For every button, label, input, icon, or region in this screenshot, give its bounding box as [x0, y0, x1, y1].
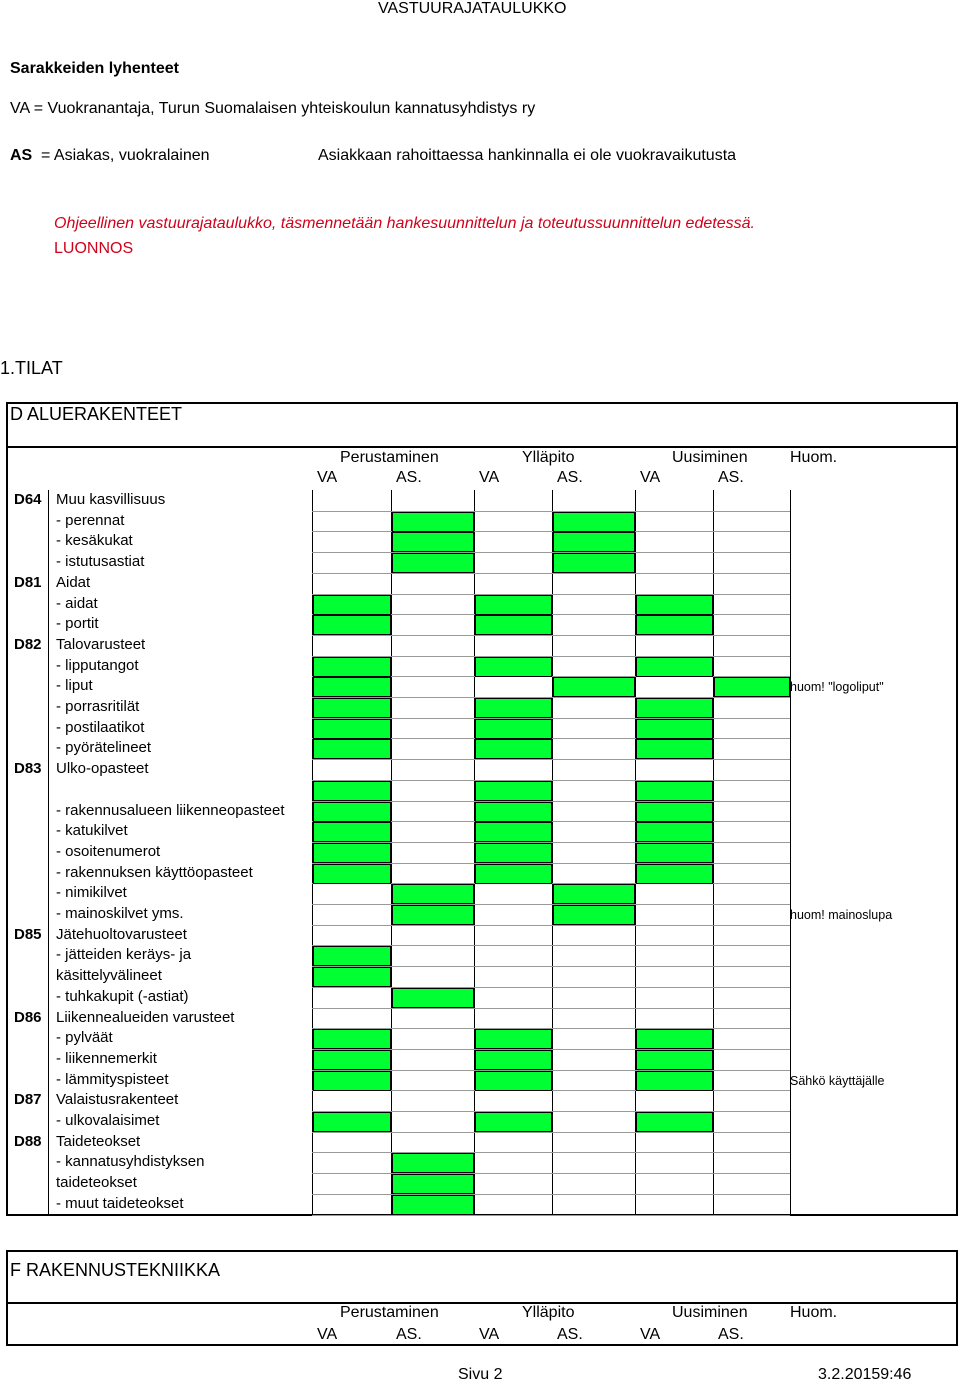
green-cell: [392, 905, 474, 925]
green-cell: [313, 698, 391, 718]
abbrev-heading: Sarakkeiden lyhenteet: [10, 60, 179, 77]
table_f-sub-col: VA: [479, 1326, 500, 1343]
row-label: - ulkovalaisimet: [56, 1112, 160, 1129]
table_d-sub-col: VA: [317, 469, 338, 486]
row-note: huom! "logoliput": [790, 680, 884, 694]
green-cell: [475, 615, 552, 635]
row-label: Jätehuoltovarusteet: [56, 926, 187, 943]
green-cell: [313, 864, 391, 884]
green-cell: [392, 1195, 474, 1215]
green-cell: [313, 822, 391, 842]
row-label: - postilaatikot: [56, 719, 145, 736]
row-code: D83: [14, 760, 42, 777]
row-label: - pyörätelineet: [56, 739, 152, 756]
green-cell: [636, 739, 713, 759]
green-cell: [636, 595, 713, 615]
green-cell: [475, 1050, 552, 1070]
green-cell: [636, 864, 713, 884]
green-cell: [475, 1071, 552, 1091]
row-label: - nimikilvet: [56, 884, 127, 901]
row-label: - liikennemerkit: [56, 1050, 157, 1067]
table-d-col-line: [790, 490, 791, 1215]
row-code: D87: [14, 1091, 42, 1108]
row-code: D88: [14, 1133, 42, 1150]
table_f-col-group: Ylläpito: [522, 1304, 575, 1321]
green-cell: [636, 1050, 713, 1070]
row-label: - kesäkukat: [56, 532, 133, 549]
green-cell: [553, 677, 635, 697]
table_f-sub-col: VA: [317, 1326, 338, 1343]
green-cell: [553, 532, 635, 552]
section-title: 1.TILAT: [0, 358, 63, 378]
green-cell: [392, 512, 474, 532]
green-cell: [392, 532, 474, 552]
footer-page: Sivu 2: [458, 1366, 503, 1383]
green-cell: [475, 864, 552, 884]
table_d-col-group: Perustaminen: [340, 449, 439, 466]
green-cell: [475, 1112, 552, 1132]
abbrev-as-text: = Asiakas, vuokralainen: [41, 147, 210, 164]
table_d-sub-col: VA: [479, 469, 500, 486]
row-label: Muu kasvillisuus: [56, 491, 166, 508]
abbrev-va: VA = Vuokranantaja, Turun Suomalaisen yhteiskoulun kannatusyhdistys ry: [10, 100, 536, 117]
table_f-sub-col: VA: [640, 1326, 661, 1343]
table-f-title: F RAKENNUSTEKNIIKKA: [10, 1260, 221, 1280]
table-d-row-line: [312, 552, 790, 553]
green-cell: [475, 843, 552, 863]
table-d-row-line: [312, 511, 790, 512]
table_d-sub-col: AS.: [396, 469, 422, 486]
green-cell: [475, 781, 552, 801]
green-cell: [475, 595, 552, 615]
green-cell: [636, 698, 713, 718]
green-cell: [636, 843, 713, 863]
table-d-col-line: [391, 490, 392, 1215]
green-cell: [636, 1029, 713, 1049]
table-d-row-line: [312, 1215, 790, 1216]
green-cell: [636, 1071, 713, 1091]
row-label: käsittelyvälineet: [56, 967, 162, 984]
green-cell: [553, 553, 635, 573]
green-cell: [313, 802, 391, 822]
footer-timestamp: 3.2.20159:46: [818, 1366, 912, 1383]
row-label: - portit: [56, 615, 99, 632]
green-cell: [313, 719, 391, 739]
row-label: taideteokset: [56, 1174, 137, 1191]
table_d-sub-col: AS.: [557, 469, 583, 486]
green-cell: [636, 781, 713, 801]
abbrev-as-note: Asiakkaan rahoittaessa hankinnalla ei ole vuokravaikutusta: [318, 147, 737, 164]
green-cell: [714, 677, 790, 697]
table_f-sub-col: AS.: [557, 1326, 583, 1343]
row-label: - jätteiden keräys- ja: [56, 946, 192, 963]
row-label: Taideteokset: [56, 1133, 141, 1150]
row-label: - tuhkakupit (-astiat): [56, 988, 189, 1005]
green-cell: [475, 822, 552, 842]
green-cell: [636, 615, 713, 635]
table-d-title: D ALUERAKENTEET: [10, 404, 183, 424]
row-label: - katukilvet: [56, 822, 128, 839]
green-cell: [636, 719, 713, 739]
green-cell: [313, 781, 391, 801]
green-cell: [313, 739, 391, 759]
table_d-sub-col: VA: [640, 469, 661, 486]
table-d-row-line: [312, 1173, 790, 1174]
table_d-col-group: Huom.: [790, 449, 838, 466]
green-cell: [636, 1112, 713, 1132]
row-code: D86: [14, 1009, 42, 1026]
table_f-sub-col: AS.: [718, 1326, 744, 1343]
table_f-col-group: Perustaminen: [340, 1304, 439, 1321]
green-cell: [553, 884, 635, 904]
row-label: Valaistusrakenteet: [56, 1091, 179, 1108]
notice-line1: Ohjeellinen vastuurajataulukko, täsmennetään hankesuunnittelun ja toteutussuunnittelun edetessä.: [54, 215, 755, 232]
row-label: - porrasritilät: [56, 698, 140, 715]
row-label: - lipputangot: [56, 657, 139, 674]
table-d-row-line: [312, 1194, 790, 1195]
table-d-code-divider: [48, 490, 49, 1215]
green-cell: [313, 615, 391, 635]
table-d-row-line: [312, 904, 790, 905]
table-d-row-line: [312, 573, 790, 574]
row-label: - rakennusalueen liikenneopasteet: [56, 802, 285, 819]
green-cell: [392, 553, 474, 573]
row-label: - perennat: [56, 512, 125, 529]
green-cell: [392, 1174, 474, 1194]
table-d-row-line: [312, 531, 790, 532]
row-label: Liikennealueiden varusteet: [56, 1009, 235, 1026]
row-label: - kannatusyhdistyksen: [56, 1153, 205, 1170]
green-cell: [636, 802, 713, 822]
green-cell: [475, 657, 552, 677]
table_d-col-group: Uusiminen: [672, 449, 748, 466]
row-label: - lämmityspisteet: [56, 1071, 169, 1088]
row-code: D85: [14, 926, 42, 943]
row-label: - rakennuksen käyttöopasteet: [56, 864, 253, 881]
row-label: - osoitenumerot: [56, 843, 161, 860]
table-d-row-line: [312, 1132, 790, 1133]
notice-line2: LUONNOS: [54, 240, 134, 257]
page-title: VASTUURAJATAULUKKO: [378, 0, 567, 17]
green-cell: [313, 1029, 391, 1049]
row-note: huom! mainoslupa: [790, 908, 893, 922]
table-d-row-line: [312, 1152, 790, 1153]
green-cell: [392, 884, 474, 904]
green-cell: [313, 595, 391, 615]
green-cell: [313, 1050, 391, 1070]
green-cell: [313, 677, 391, 697]
green-cell: [313, 967, 391, 987]
table_f-col-group: Huom.: [790, 1304, 838, 1321]
row-label: - liput: [56, 677, 93, 694]
green-cell: [392, 988, 474, 1008]
row-code: D81: [14, 574, 42, 591]
green-cell: [475, 802, 552, 822]
green-cell: [553, 512, 635, 532]
green-cell: [636, 822, 713, 842]
row-label: - mainoskilvet yms.: [56, 905, 184, 922]
table_f-col-group: Uusiminen: [672, 1304, 748, 1321]
row-code: D82: [14, 636, 42, 653]
table_d-col-group: Ylläpito: [522, 449, 575, 466]
table-d-col-line: [713, 490, 714, 1215]
green-cell: [636, 657, 713, 677]
table-d-row-line: [312, 1008, 790, 1009]
green-cell: [475, 698, 552, 718]
green-cell: [313, 946, 391, 966]
table-d-col-line: [552, 490, 553, 1215]
table-d-row-line: [312, 987, 790, 988]
green-cell: [313, 1112, 391, 1132]
table_d-sub-col: AS.: [718, 469, 744, 486]
green-cell: [313, 1071, 391, 1091]
row-code: D64: [14, 491, 42, 508]
table-d-row-line: [312, 759, 790, 760]
green-cell: [475, 739, 552, 759]
green-cell: [553, 905, 635, 925]
green-cell: [475, 719, 552, 739]
green-cell: [392, 1153, 474, 1173]
row-label: - istutusastiat: [56, 553, 145, 570]
row-label: - aidat: [56, 595, 98, 612]
row-note: Sähkö käyttäjälle: [790, 1074, 885, 1088]
row-label: - muut taideteokset: [56, 1195, 184, 1212]
row-label: Ulko-opasteet: [56, 760, 149, 777]
row-label: Talovarusteet: [56, 636, 146, 653]
abbrev-as-code: AS: [10, 147, 33, 164]
green-cell: [313, 843, 391, 863]
green-cell: [475, 1029, 552, 1049]
row-label: - pylväät: [56, 1029, 113, 1046]
green-cell: [313, 657, 391, 677]
table-d-row-line: [312, 925, 790, 926]
table_f-sub-col: AS.: [396, 1326, 422, 1343]
table-d-row-line: [312, 635, 790, 636]
row-label: Aidat: [56, 574, 91, 591]
